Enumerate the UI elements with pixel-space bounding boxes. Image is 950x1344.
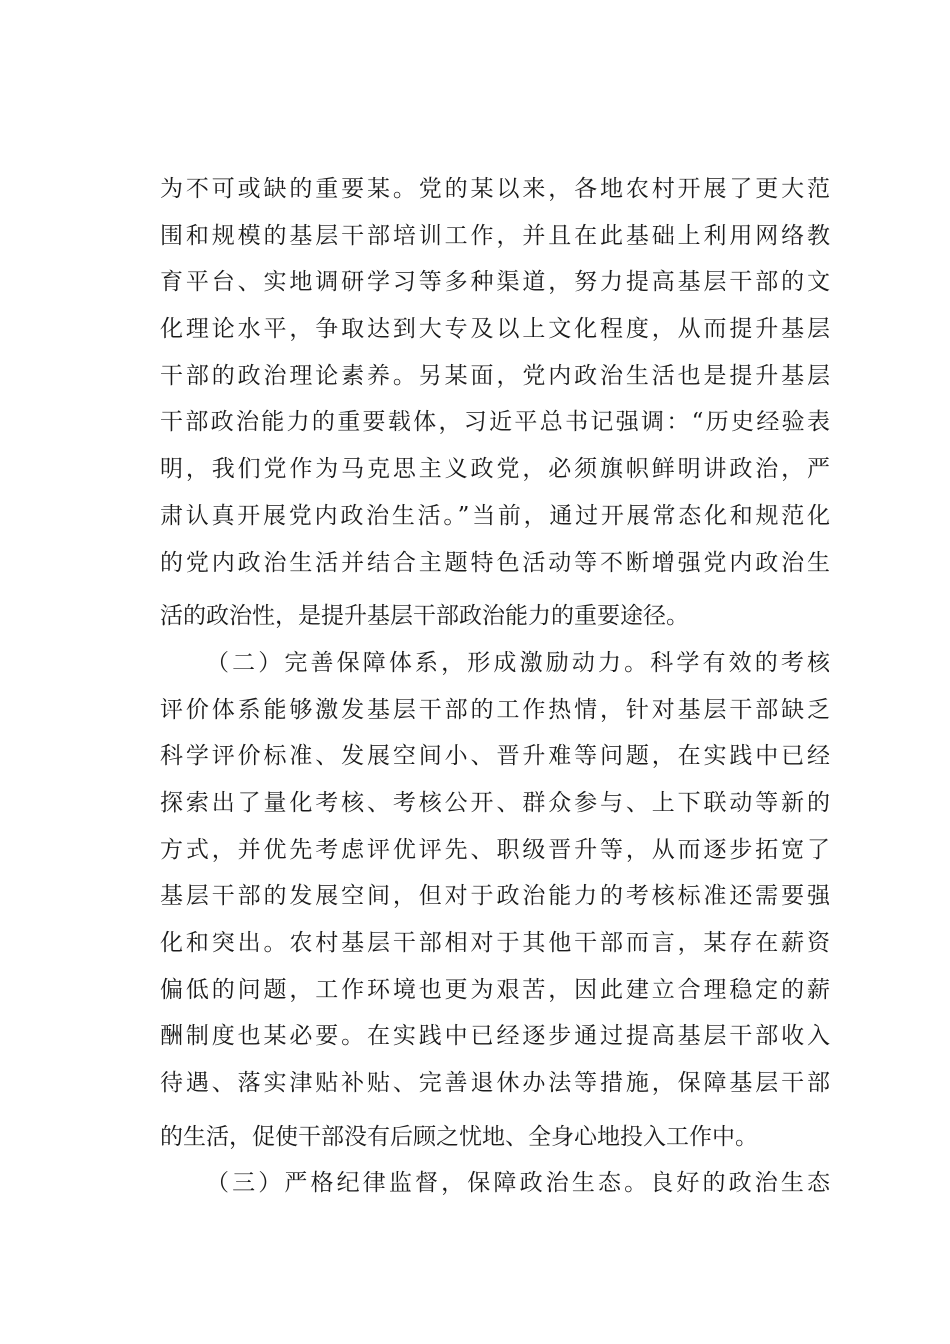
text-line: 化理论水平，争取达到大专及以上文化程度，从而提升基层 — [160, 316, 830, 343]
text-line: 干部的政治理论素养。另某面，党内政治生活也是提升基层 — [160, 362, 830, 389]
text-line: 待遇、落实津贴补贴、完善退休办法等措施，保障基层干部 — [160, 1070, 830, 1097]
text-line: 化和突出。农村基层干部相对于其他干部而言，某存在薪资 — [160, 930, 830, 956]
text-line: 围和规模的基层干部培训工作，并且在此基础上利用网络教 — [160, 222, 830, 249]
text-line: 明，我们党作为马克思主义政党，必须旗帜鲜明讲政治，严 — [160, 456, 830, 483]
text-line: 肃认真开展党内政治生活。”当前，通过开展常态化和规范化 — [160, 502, 830, 529]
text-line: 基层干部的发展空间，但对于政治能力的考核标准还需要强 — [160, 883, 830, 910]
text-line: 活的政治性，是提升基层干部政治能力的重要途径。 — [160, 603, 689, 630]
section-heading-line: （三）严格纪律监督，保障政治生态。良好的政治生态 — [206, 1170, 830, 1197]
text-line: 为不可或缺的重要某。党的某以来，各地农村开展了更大范 — [160, 176, 830, 202]
text-line: 的生活，促使干部没有后顾之忧地、全身心地投入工作中。 — [160, 1123, 758, 1150]
text-line: 科学评价标准、发展空间小、晋升难等问题，在实践中已经 — [160, 743, 830, 770]
text-line: 偏低的问题，工作环境也更为艰苦，因此建立合理稳定的薪 — [160, 976, 830, 1003]
text-line: 酬制度也某必要。在实践中已经逐步通过提高基层干部收入 — [160, 1023, 830, 1050]
text-line: 探索出了量化考核、考核公开、群众参与、上下联动等新的 — [160, 789, 830, 816]
text-line: 的党内政治生活并结合主题特色活动等不断增强党内政治生 — [160, 549, 830, 576]
text-line: 方式，并优先考虑评优评先、职级晋升等，从而逐步拓宽了 — [160, 836, 830, 863]
text-line: 评价体系能够激发基层干部的工作热情，针对基层干部缺乏 — [160, 696, 830, 723]
text-line: 干部政治能力的重要载体，习近平总书记强调：“历史经验表 — [160, 409, 830, 436]
body-text — [160, 169, 830, 1210]
section-heading-line: （二）完善保障体系，形成激励动力。科学有效的考核 — [206, 649, 830, 676]
text-line: 育平台、实地调研学习等多种渠道，努力提高基层干部的文 — [160, 269, 830, 296]
